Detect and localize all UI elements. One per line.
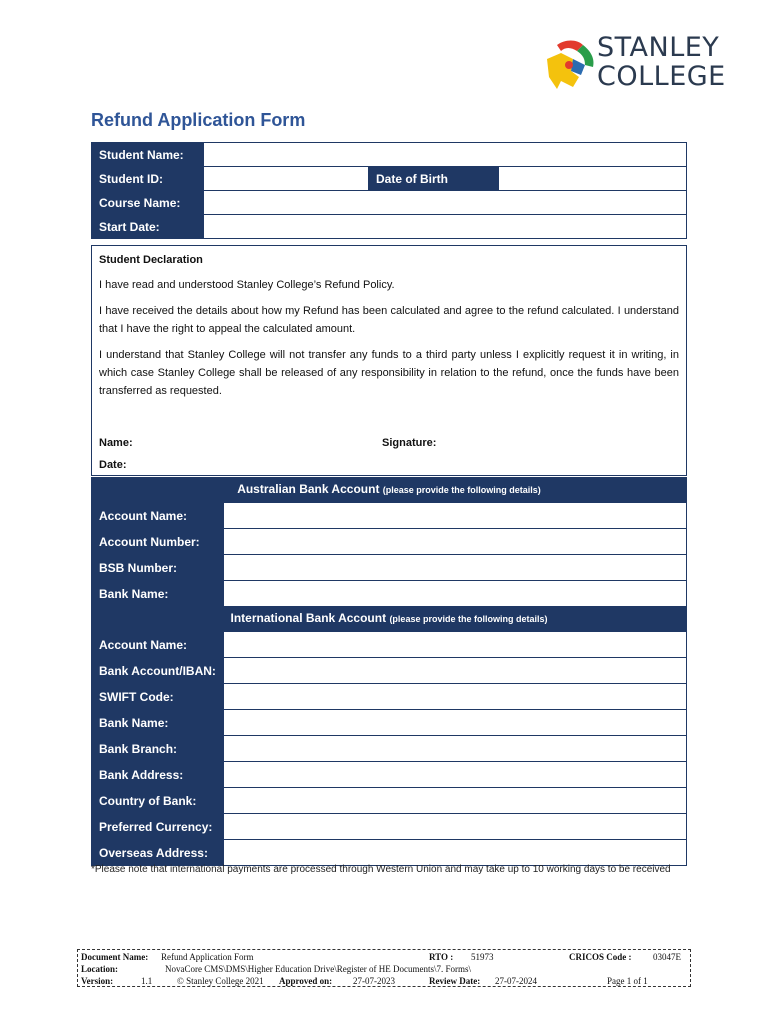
- international-bank-heading: [91, 606, 687, 631]
- au-bsb-number-field[interactable]: [224, 555, 687, 581]
- au-account-name-label: Account Name:: [92, 503, 224, 529]
- form-title: Refund Application Form: [91, 110, 306, 130]
- footer-cricos-label: CRICOS Code :: [569, 952, 632, 962]
- logo-mark-icon: [543, 37, 599, 93]
- footer-rto: 51973: [471, 952, 494, 962]
- footer-rto-label: RTO :: [429, 952, 454, 962]
- footer-version: 1.1: [141, 976, 153, 986]
- au-bank-name-label: Bank Name:: [92, 581, 224, 607]
- start-date-field[interactable]: [204, 215, 687, 239]
- intl-bank-branch-label: Bank Branch:: [92, 736, 224, 762]
- footer-doc-name: Refund Application Form: [161, 952, 254, 962]
- intl-currency-field[interactable]: [224, 814, 687, 840]
- declaration-signature-label: Signature:: [382, 437, 437, 449]
- intl-iban-label: Bank Account/IBAN:: [92, 658, 224, 684]
- footer-approved-label: Approved on:: [279, 976, 333, 986]
- intl-bank-branch-field[interactable]: [224, 736, 687, 762]
- intl-overseas-address-label: Overseas Address:: [92, 840, 224, 866]
- student-details-table: [91, 142, 687, 239]
- footer-copyright: © Stanley College 2021: [177, 976, 264, 986]
- australian-bank-title: Australian Bank Account: [237, 482, 380, 496]
- international-bank-title: International Bank Account: [230, 611, 387, 625]
- intl-bank-name-field[interactable]: [224, 710, 687, 736]
- footer-review-label: Review Date:: [429, 976, 481, 986]
- course-name-field[interactable]: [204, 191, 687, 215]
- document-footer: [77, 949, 691, 987]
- au-bsb-number-label: BSB Number:: [92, 555, 224, 581]
- declaration-date-label: Date:: [99, 459, 127, 471]
- stanley-college-logo: [543, 32, 726, 95]
- student-id-field[interactable]: [204, 167, 369, 191]
- course-name-label: Course Name:: [92, 191, 204, 215]
- international-bank-table: [91, 631, 687, 866]
- western-union-note: *Please note that international payments are processed through Western Union and may take up to 10 working days to be received: [91, 864, 671, 875]
- australian-bank-heading: [91, 477, 687, 502]
- international-bank-subtitle: (please provide the following details): [389, 614, 548, 624]
- logo-text-stanley: STANLEY: [597, 32, 720, 63]
- intl-country-label: Country of Bank:: [92, 788, 224, 814]
- footer-cricos: 03047E: [653, 952, 681, 962]
- date-of-birth-field[interactable]: [499, 167, 687, 191]
- declaration-paragraph-2: I have received the details about how my Refund has been calculated and agree to the refund calculated. I understand that I have the right to appeal the calculated amount.: [99, 305, 679, 335]
- intl-bank-address-label: Bank Address:: [92, 762, 224, 788]
- declaration-heading: Student Declaration: [99, 254, 203, 266]
- student-name-field[interactable]: [204, 143, 687, 167]
- footer-location-label: Location:: [81, 964, 118, 974]
- declaration-paragraph-1: I have read and understood Stanley College’s Refund Policy.: [99, 279, 395, 291]
- australian-bank-subtitle: (please provide the following details): [382, 485, 541, 495]
- start-date-label: Start Date:: [92, 215, 204, 239]
- intl-currency-label: Preferred Currency:: [92, 814, 224, 840]
- footer-location: NovaCore CMS\DMS\Higher Education Drive\Register of HE Documents\7. Forms\: [165, 964, 471, 974]
- intl-iban-field[interactable]: [224, 658, 687, 684]
- footer-version-label: Version:: [81, 976, 114, 986]
- declaration-name-label: Name:: [99, 437, 133, 449]
- intl-account-name-label: Account Name:: [92, 632, 224, 658]
- date-of-birth-label: Date of Birth: [369, 167, 499, 191]
- declaration-paragraph-3: I understand that Stanley College will not transfer any funds to a third party unless I explicitly request it in writing, in which case Stanley College shall be released of any responsibility in relation to the refund, once the funds have been transferred as requested.: [99, 349, 679, 397]
- intl-bank-address-field[interactable]: [224, 762, 687, 788]
- au-bank-name-field[interactable]: [224, 581, 687, 607]
- intl-account-name-field[interactable]: [224, 632, 687, 658]
- australian-bank-table: [91, 502, 687, 607]
- intl-country-field[interactable]: [224, 788, 687, 814]
- au-account-number-field[interactable]: [224, 529, 687, 555]
- intl-swift-field[interactable]: [224, 684, 687, 710]
- footer-page: Page 1 of 1: [607, 976, 648, 986]
- footer-review: 27-07-2024: [495, 976, 537, 986]
- footer-doc-name-label: Document Name:: [81, 952, 149, 962]
- au-account-number-label: Account Number:: [92, 529, 224, 555]
- student-declaration: [91, 245, 687, 476]
- au-account-name-field[interactable]: [224, 503, 687, 529]
- logo-text-college: COLLEGE: [597, 61, 726, 92]
- footer-approved: 27-07-2023: [353, 976, 395, 986]
- student-name-label: Student Name:: [92, 143, 204, 167]
- intl-bank-name-label: Bank Name:: [92, 710, 224, 736]
- student-id-label: Student ID:: [92, 167, 204, 191]
- intl-swift-label: SWIFT Code:: [92, 684, 224, 710]
